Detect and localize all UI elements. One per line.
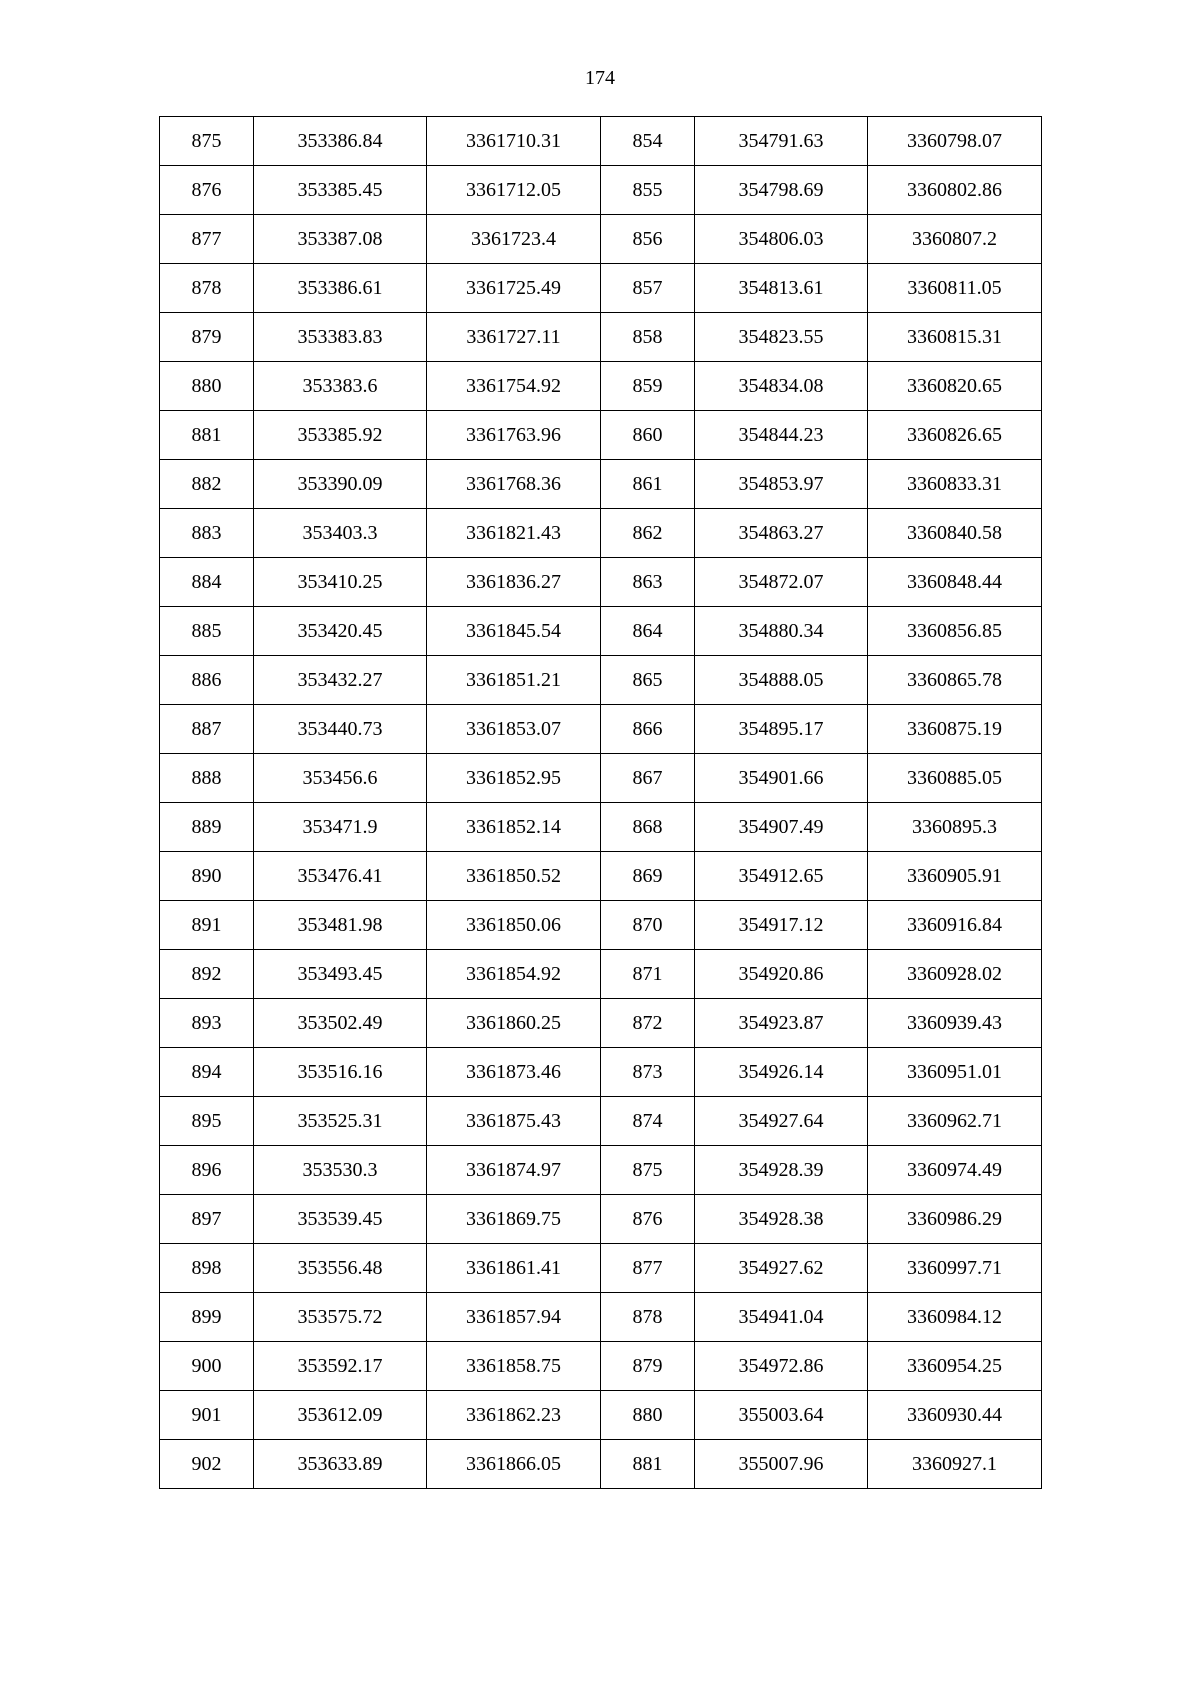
- y-coordinate-cell: 3360984.12: [868, 1293, 1042, 1342]
- table-row: [160, 411, 1042, 460]
- y-coordinate-cell: 3360802.86: [868, 166, 1042, 215]
- y-coordinate-cell: 3360895.3: [868, 803, 1042, 852]
- x-coordinate-cell: 354927.62: [695, 1244, 868, 1293]
- x-coordinate-cell: 354863.27: [695, 509, 868, 558]
- point-id-cell: 876: [601, 1195, 695, 1244]
- point-id-cell: 869: [601, 852, 695, 901]
- x-coordinate-cell: 354888.05: [695, 656, 868, 705]
- y-coordinate-cell: 3361852.95: [427, 754, 601, 803]
- x-coordinate-cell: 353420.45: [254, 607, 427, 656]
- x-coordinate-cell: 353385.92: [254, 411, 427, 460]
- x-coordinate-cell: 355003.64: [695, 1391, 868, 1440]
- point-id-cell: 876: [160, 166, 254, 215]
- point-id-cell: 893: [160, 999, 254, 1048]
- table-row: [160, 1195, 1042, 1244]
- table-row: [160, 1244, 1042, 1293]
- x-coordinate-cell: 354928.38: [695, 1195, 868, 1244]
- x-coordinate-cell: 354880.34: [695, 607, 868, 656]
- y-coordinate-cell: 3361712.05: [427, 166, 601, 215]
- point-id-cell: 895: [160, 1097, 254, 1146]
- y-coordinate-cell: 3360811.05: [868, 264, 1042, 313]
- y-coordinate-cell: 3360974.49: [868, 1146, 1042, 1195]
- x-coordinate-cell: 353575.72: [254, 1293, 427, 1342]
- y-coordinate-cell: 3361727.11: [427, 313, 601, 362]
- table-row: [160, 1440, 1042, 1489]
- table-row: [160, 166, 1042, 215]
- y-coordinate-cell: 3360833.31: [868, 460, 1042, 509]
- x-coordinate-cell: 353592.17: [254, 1342, 427, 1391]
- x-coordinate-cell: 354823.55: [695, 313, 868, 362]
- y-coordinate-cell: 3361836.27: [427, 558, 601, 607]
- x-coordinate-cell: 354920.86: [695, 950, 868, 999]
- y-coordinate-cell: 3361821.43: [427, 509, 601, 558]
- y-coordinate-cell: 3361853.07: [427, 705, 601, 754]
- point-id-cell: 887: [160, 705, 254, 754]
- x-coordinate-cell: 354917.12: [695, 901, 868, 950]
- x-coordinate-cell: 354901.66: [695, 754, 868, 803]
- table-row: [160, 950, 1042, 999]
- point-id-cell: 879: [601, 1342, 695, 1391]
- point-id-cell: 863: [601, 558, 695, 607]
- x-coordinate-cell: 353403.3: [254, 509, 427, 558]
- point-id-cell: 881: [160, 411, 254, 460]
- y-coordinate-cell: 3360997.71: [868, 1244, 1042, 1293]
- x-coordinate-cell: 353481.98: [254, 901, 427, 950]
- x-coordinate-cell: 354972.86: [695, 1342, 868, 1391]
- point-id-cell: 901: [160, 1391, 254, 1440]
- point-id-cell: 890: [160, 852, 254, 901]
- x-coordinate-cell: 354844.23: [695, 411, 868, 460]
- y-coordinate-cell: 3361754.92: [427, 362, 601, 411]
- point-id-cell: 870: [601, 901, 695, 950]
- point-id-cell: 880: [160, 362, 254, 411]
- y-coordinate-cell: 3360875.19: [868, 705, 1042, 754]
- x-coordinate-cell: 354813.61: [695, 264, 868, 313]
- y-coordinate-cell: 3361845.54: [427, 607, 601, 656]
- x-coordinate-cell: 353440.73: [254, 705, 427, 754]
- y-coordinate-cell: 3360954.25: [868, 1342, 1042, 1391]
- point-id-cell: 854: [601, 117, 695, 166]
- point-id-cell: 861: [601, 460, 695, 509]
- point-id-cell: 864: [601, 607, 695, 656]
- x-coordinate-cell: 353502.49: [254, 999, 427, 1048]
- y-coordinate-cell: 3361850.52: [427, 852, 601, 901]
- point-id-cell: 857: [601, 264, 695, 313]
- x-coordinate-cell: 353525.31: [254, 1097, 427, 1146]
- table-row: [160, 362, 1042, 411]
- y-coordinate-cell: 3360865.78: [868, 656, 1042, 705]
- x-coordinate-cell: 353516.16: [254, 1048, 427, 1097]
- table-row: [160, 901, 1042, 950]
- x-coordinate-cell: 354798.69: [695, 166, 868, 215]
- y-coordinate-cell: 3360848.44: [868, 558, 1042, 607]
- point-id-cell: 873: [601, 1048, 695, 1097]
- x-coordinate-cell: 353556.48: [254, 1244, 427, 1293]
- x-coordinate-cell: 354912.65: [695, 852, 868, 901]
- point-id-cell: 860: [601, 411, 695, 460]
- x-coordinate-cell: 353493.45: [254, 950, 427, 999]
- point-id-cell: 882: [160, 460, 254, 509]
- x-coordinate-cell: 354872.07: [695, 558, 868, 607]
- y-coordinate-cell: 3360807.2: [868, 215, 1042, 264]
- table-row: [160, 754, 1042, 803]
- y-coordinate-cell: 3361861.41: [427, 1244, 601, 1293]
- y-coordinate-cell: 3360930.44: [868, 1391, 1042, 1440]
- table-row: [160, 1048, 1042, 1097]
- x-coordinate-cell: 353383.6: [254, 362, 427, 411]
- y-coordinate-cell: 3361725.49: [427, 264, 601, 313]
- point-id-cell: 898: [160, 1244, 254, 1293]
- y-coordinate-cell: 3361851.21: [427, 656, 601, 705]
- y-coordinate-cell: 3360986.29: [868, 1195, 1042, 1244]
- table-row: [160, 1342, 1042, 1391]
- point-id-cell: 899: [160, 1293, 254, 1342]
- y-coordinate-cell: 3361873.46: [427, 1048, 601, 1097]
- point-id-cell: 892: [160, 950, 254, 999]
- x-coordinate-cell: 353612.09: [254, 1391, 427, 1440]
- y-coordinate-cell: 3361723.4: [427, 215, 601, 264]
- table-row: [160, 1097, 1042, 1146]
- coordinate-table: [159, 116, 1042, 1489]
- x-coordinate-cell: 353432.27: [254, 656, 427, 705]
- y-coordinate-cell: 3360962.71: [868, 1097, 1042, 1146]
- x-coordinate-cell: 354927.64: [695, 1097, 868, 1146]
- table-row: [160, 1293, 1042, 1342]
- y-coordinate-cell: 3360885.05: [868, 754, 1042, 803]
- y-coordinate-cell: 3361874.97: [427, 1146, 601, 1195]
- point-id-cell: 868: [601, 803, 695, 852]
- x-coordinate-cell: 353383.83: [254, 313, 427, 362]
- point-id-cell: 856: [601, 215, 695, 264]
- y-coordinate-cell: 3361875.43: [427, 1097, 601, 1146]
- y-coordinate-cell: 3361852.14: [427, 803, 601, 852]
- y-coordinate-cell: 3360939.43: [868, 999, 1042, 1048]
- table-row: [160, 1391, 1042, 1440]
- table-row: [160, 460, 1042, 509]
- table-row: [160, 264, 1042, 313]
- coordinate-table-body: [160, 117, 1042, 1489]
- x-coordinate-cell: 354806.03: [695, 215, 868, 264]
- point-id-cell: 891: [160, 901, 254, 950]
- point-id-cell: 900: [160, 1342, 254, 1391]
- y-coordinate-cell: 3360927.1: [868, 1440, 1042, 1489]
- x-coordinate-cell: 353530.3: [254, 1146, 427, 1195]
- x-coordinate-cell: 353410.25: [254, 558, 427, 607]
- x-coordinate-cell: 353471.9: [254, 803, 427, 852]
- point-id-cell: 866: [601, 705, 695, 754]
- point-id-cell: 855: [601, 166, 695, 215]
- y-coordinate-cell: 3360840.58: [868, 509, 1042, 558]
- y-coordinate-cell: 3361854.92: [427, 950, 601, 999]
- y-coordinate-cell: 3361710.31: [427, 117, 601, 166]
- y-coordinate-cell: 3361857.94: [427, 1293, 601, 1342]
- x-coordinate-cell: 354895.17: [695, 705, 868, 754]
- x-coordinate-cell: 354941.04: [695, 1293, 868, 1342]
- point-id-cell: 884: [160, 558, 254, 607]
- table-row: [160, 1146, 1042, 1195]
- y-coordinate-cell: 3361869.75: [427, 1195, 601, 1244]
- table-row: [160, 117, 1042, 166]
- point-id-cell: 897: [160, 1195, 254, 1244]
- point-id-cell: 862: [601, 509, 695, 558]
- point-id-cell: 886: [160, 656, 254, 705]
- point-id-cell: 885: [160, 607, 254, 656]
- table-row: [160, 705, 1042, 754]
- point-id-cell: 883: [160, 509, 254, 558]
- point-id-cell: 877: [601, 1244, 695, 1293]
- y-coordinate-cell: 3361768.36: [427, 460, 601, 509]
- point-id-cell: 875: [160, 117, 254, 166]
- x-coordinate-cell: 354923.87: [695, 999, 868, 1048]
- y-coordinate-cell: 3361862.23: [427, 1391, 601, 1440]
- y-coordinate-cell: 3360916.84: [868, 901, 1042, 950]
- y-coordinate-cell: 3360951.01: [868, 1048, 1042, 1097]
- point-id-cell: 859: [601, 362, 695, 411]
- point-id-cell: 871: [601, 950, 695, 999]
- point-id-cell: 888: [160, 754, 254, 803]
- table-row: [160, 656, 1042, 705]
- table-row: [160, 509, 1042, 558]
- y-coordinate-cell: 3361858.75: [427, 1342, 601, 1391]
- x-coordinate-cell: 354791.63: [695, 117, 868, 166]
- point-id-cell: 867: [601, 754, 695, 803]
- point-id-cell: 878: [601, 1293, 695, 1342]
- table-row: [160, 999, 1042, 1048]
- page-number: 174: [585, 67, 615, 89]
- x-coordinate-cell: 354907.49: [695, 803, 868, 852]
- x-coordinate-cell: 353387.08: [254, 215, 427, 264]
- x-coordinate-cell: 354853.97: [695, 460, 868, 509]
- x-coordinate-cell: 355007.96: [695, 1440, 868, 1489]
- table-row: [160, 607, 1042, 656]
- point-id-cell: 902: [160, 1440, 254, 1489]
- x-coordinate-cell: 353386.61: [254, 264, 427, 313]
- y-coordinate-cell: 3361850.06: [427, 901, 601, 950]
- x-coordinate-cell: 353633.89: [254, 1440, 427, 1489]
- x-coordinate-cell: 354834.08: [695, 362, 868, 411]
- table-row: [160, 803, 1042, 852]
- y-coordinate-cell: 3360856.85: [868, 607, 1042, 656]
- x-coordinate-cell: 353476.41: [254, 852, 427, 901]
- point-id-cell: 865: [601, 656, 695, 705]
- point-id-cell: 878: [160, 264, 254, 313]
- y-coordinate-cell: 3360815.31: [868, 313, 1042, 362]
- point-id-cell: 881: [601, 1440, 695, 1489]
- y-coordinate-cell: 3360928.02: [868, 950, 1042, 999]
- point-id-cell: 874: [601, 1097, 695, 1146]
- point-id-cell: 894: [160, 1048, 254, 1097]
- x-coordinate-cell: 354928.39: [695, 1146, 868, 1195]
- point-id-cell: 877: [160, 215, 254, 264]
- x-coordinate-cell: 353390.09: [254, 460, 427, 509]
- x-coordinate-cell: 354926.14: [695, 1048, 868, 1097]
- point-id-cell: 880: [601, 1391, 695, 1440]
- x-coordinate-cell: 353456.6: [254, 754, 427, 803]
- x-coordinate-cell: 353386.84: [254, 117, 427, 166]
- y-coordinate-cell: 3360820.65: [868, 362, 1042, 411]
- table-row: [160, 215, 1042, 264]
- point-id-cell: 879: [160, 313, 254, 362]
- y-coordinate-cell: 3361763.96: [427, 411, 601, 460]
- y-coordinate-cell: 3361866.05: [427, 1440, 601, 1489]
- table-row: [160, 852, 1042, 901]
- table-row: [160, 313, 1042, 362]
- y-coordinate-cell: 3360798.07: [868, 117, 1042, 166]
- point-id-cell: 889: [160, 803, 254, 852]
- point-id-cell: 858: [601, 313, 695, 362]
- point-id-cell: 896: [160, 1146, 254, 1195]
- point-id-cell: 875: [601, 1146, 695, 1195]
- y-coordinate-cell: 3361860.25: [427, 999, 601, 1048]
- point-id-cell: 872: [601, 999, 695, 1048]
- x-coordinate-cell: 353385.45: [254, 166, 427, 215]
- table-row: [160, 558, 1042, 607]
- x-coordinate-cell: 353539.45: [254, 1195, 427, 1244]
- y-coordinate-cell: 3360905.91: [868, 852, 1042, 901]
- y-coordinate-cell: 3360826.65: [868, 411, 1042, 460]
